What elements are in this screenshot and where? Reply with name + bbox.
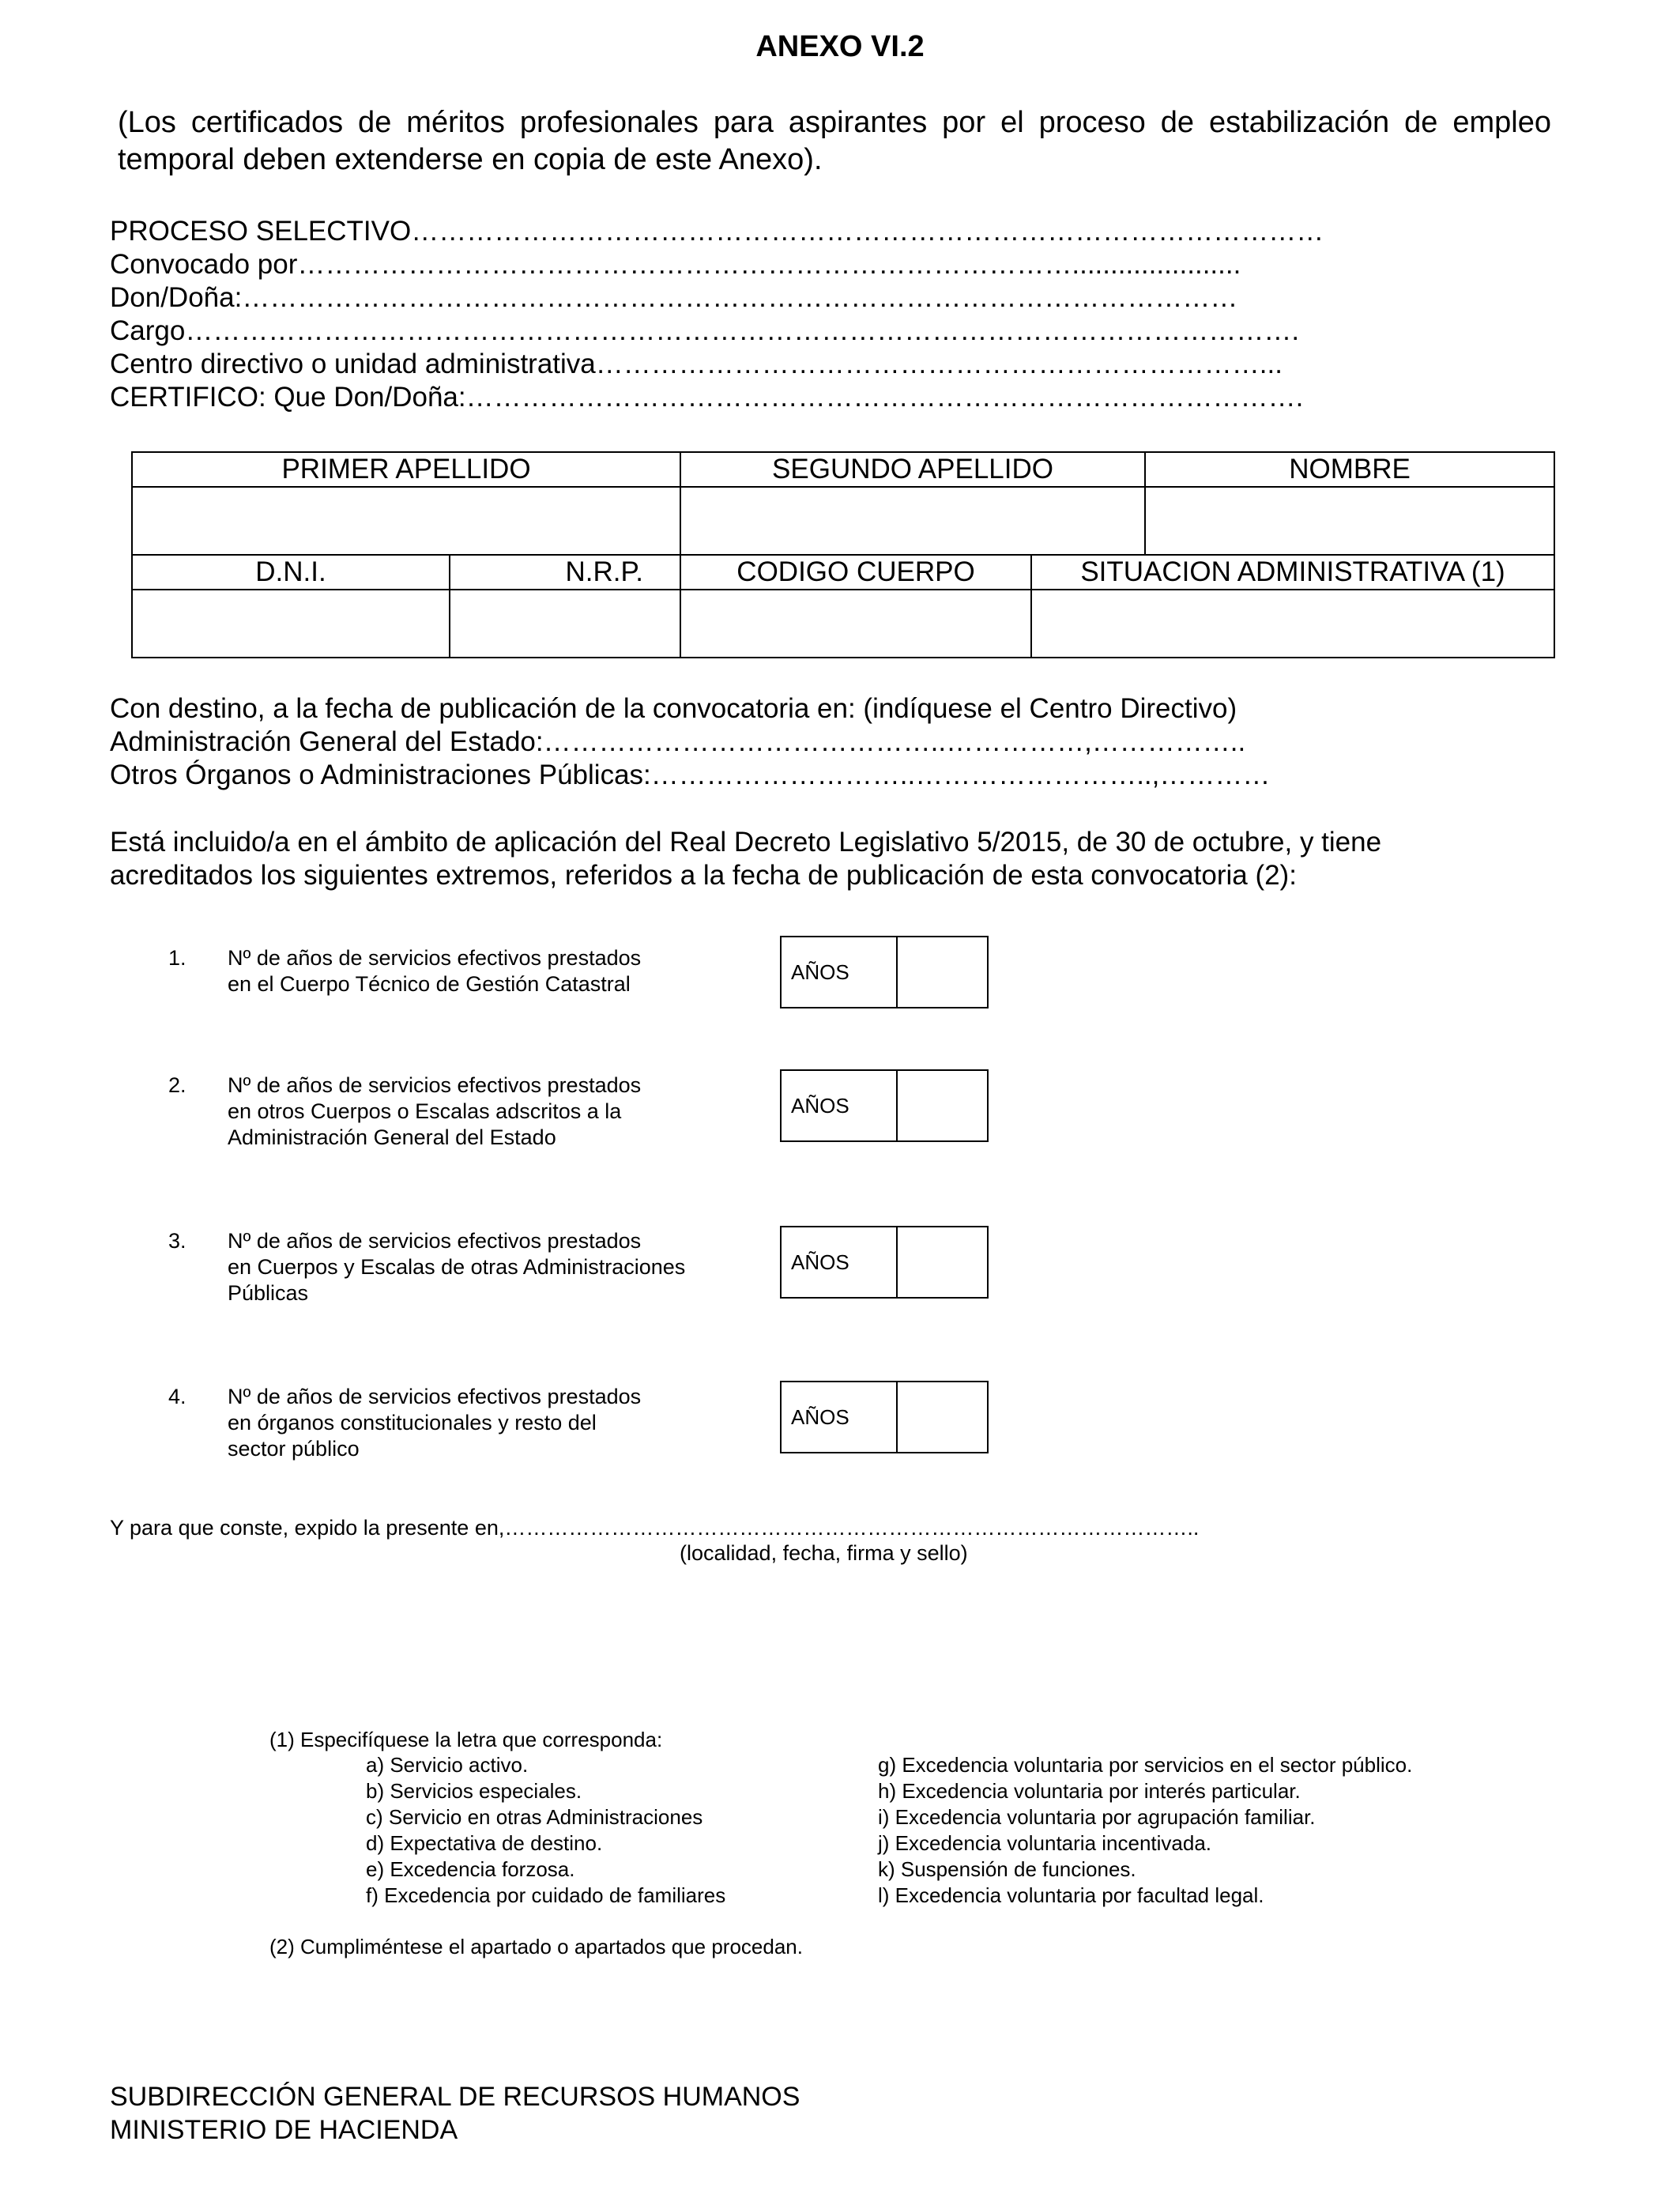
footer-line-1: SUBDIRECCIÓN GENERAL DE RECURSOS HUMANOS xyxy=(110,2082,800,2112)
incluido-paragraph: Está incluido/a en el ámbito de aplicación del Real Decreto Legislativo 5/2015, de 30 de octubre, y tiene acreditados los siguientes extremos, referidos a la fecha de publicación de esta convocatoria (2): xyxy=(110,827,1382,891)
header-codigo-cuerpo: CODIGO CUERPO xyxy=(680,555,1031,590)
footer-line-2: MINISTERIO DE HACIENDA xyxy=(110,2115,458,2145)
input-segundo-apellido[interactable] xyxy=(681,488,1146,554)
situacion-list-right xyxy=(878,1752,1412,1909)
item-number: 1. xyxy=(168,946,186,970)
situacion-item: a) Servicio activo. xyxy=(366,1753,529,1777)
item-number: 2. xyxy=(168,1073,186,1097)
situacion-item: i) Excedencia voluntaria por agrupación familiar. xyxy=(878,1805,1316,1829)
situacion-item: h) Excedencia voluntaria por interés particular. xyxy=(878,1779,1301,1803)
situacion-item: k) Suspensión de funciones. xyxy=(878,1857,1136,1881)
situacion-item: l) Excedencia voluntaria por facultad legal. xyxy=(878,1883,1264,1907)
header-nrp: N.R.P. xyxy=(450,555,680,590)
situacion-item: e) Excedencia forzosa. xyxy=(366,1857,575,1881)
years-label: AÑOS xyxy=(782,1382,898,1452)
personal-data-table xyxy=(131,451,1555,658)
years-input-1[interactable] xyxy=(898,937,987,1007)
item-number: 3. xyxy=(168,1229,186,1253)
input-situacion-administrativa[interactable] xyxy=(1031,590,1554,658)
years-label: AÑOS xyxy=(782,937,898,1007)
closing-statement[interactable]: Y para que conste, expido la presente en,…………………………………………………………………………………….. xyxy=(110,1516,1200,1540)
situacion-item: d) Expectativa de destino. xyxy=(366,1831,603,1855)
field-otros-organos[interactable]: Otros Órganos o Administraciones Públicas:………………………..……………………..,………… xyxy=(110,760,1271,790)
field-administracion-general[interactable]: Administración General del Estado:……………………………………..……………,…………….. xyxy=(110,726,1246,757)
situacion-item: j) Excedencia voluntaria incentivada. xyxy=(878,1831,1212,1855)
input-nombre[interactable] xyxy=(1146,488,1554,554)
note-2: (2) Cumpliméntese el apartado o apartados que procedan. xyxy=(269,1935,803,1958)
field-don-dona[interactable]: Don/Doña:……………………………………………………………………………………………… xyxy=(110,282,1238,313)
field-cargo[interactable]: Cargo…………………………………………………………………………………………………………. xyxy=(110,315,1300,346)
field-certifico[interactable]: CERTIFICO: Que Don/Doña:………………………………………………………………………………. xyxy=(110,382,1304,413)
item-number: 4. xyxy=(168,1385,186,1408)
field-convocado-por[interactable]: Convocado por…………………………………………………………………………...................... xyxy=(110,249,1241,280)
situacion-item: c) Servicio en otras Administraciones xyxy=(366,1805,703,1829)
input-dni[interactable] xyxy=(132,590,450,658)
years-box-3 xyxy=(780,1226,989,1299)
header-segundo-apellido: SEGUNDO APELLIDO xyxy=(681,453,1146,486)
destino-intro: Con destino, a la fecha de publicación de la convocatoria en: (indíquese el Centro Directivo) xyxy=(110,693,1237,724)
closing-subcaption: (localidad, fecha, firma y sello) xyxy=(680,1541,968,1565)
situacion-list-left xyxy=(366,1752,725,1909)
years-box-1 xyxy=(780,936,989,1008)
header-situacion-administrativa: SITUACION ADMINISTRATIVA (1) xyxy=(1031,555,1554,590)
situacion-item: g) Excedencia voluntaria por servicios en el sector público. xyxy=(878,1753,1413,1777)
footer-block xyxy=(110,2080,800,2147)
years-input-3[interactable] xyxy=(898,1227,987,1297)
field-proceso-selectivo[interactable]: PROCESO SELECTIVO……………………………………………………………………………………… xyxy=(110,216,1324,247)
years-input-4[interactable] xyxy=(898,1382,987,1452)
header-primer-apellido: PRIMER APELLIDO xyxy=(132,452,680,487)
input-nrp[interactable] xyxy=(450,590,680,658)
document-title: ANEXO VI.2 xyxy=(755,30,925,63)
input-codigo-cuerpo[interactable] xyxy=(680,590,1031,658)
years-box-2 xyxy=(780,1069,989,1142)
years-box-4 xyxy=(780,1381,989,1453)
years-input-2[interactable] xyxy=(898,1071,987,1140)
header-dni: D.N.I. xyxy=(132,555,450,590)
years-label: AÑOS xyxy=(782,1227,898,1297)
note-1-title: (1) Especifíquese la letra que corresponda: xyxy=(269,1728,663,1751)
header-nombre: NOMBRE xyxy=(1289,454,1411,484)
header-fields xyxy=(110,215,1324,414)
situacion-item: f) Excedencia por cuidado de familiares xyxy=(366,1883,726,1907)
intro-paragraph: (Los certificados de méritos profesionales para aspirantes por el proceso de estabilización de empleo temporal deben extenderse en copia de este Anexo). xyxy=(118,106,1551,176)
destino-section xyxy=(110,692,1270,792)
input-primer-apellido[interactable] xyxy=(132,487,680,555)
years-label: AÑOS xyxy=(782,1071,898,1140)
field-centro-directivo[interactable]: Centro directivo o unidad administrativa………………………………………………………………... xyxy=(110,349,1283,379)
situacion-item: b) Servicios especiales. xyxy=(366,1779,582,1803)
